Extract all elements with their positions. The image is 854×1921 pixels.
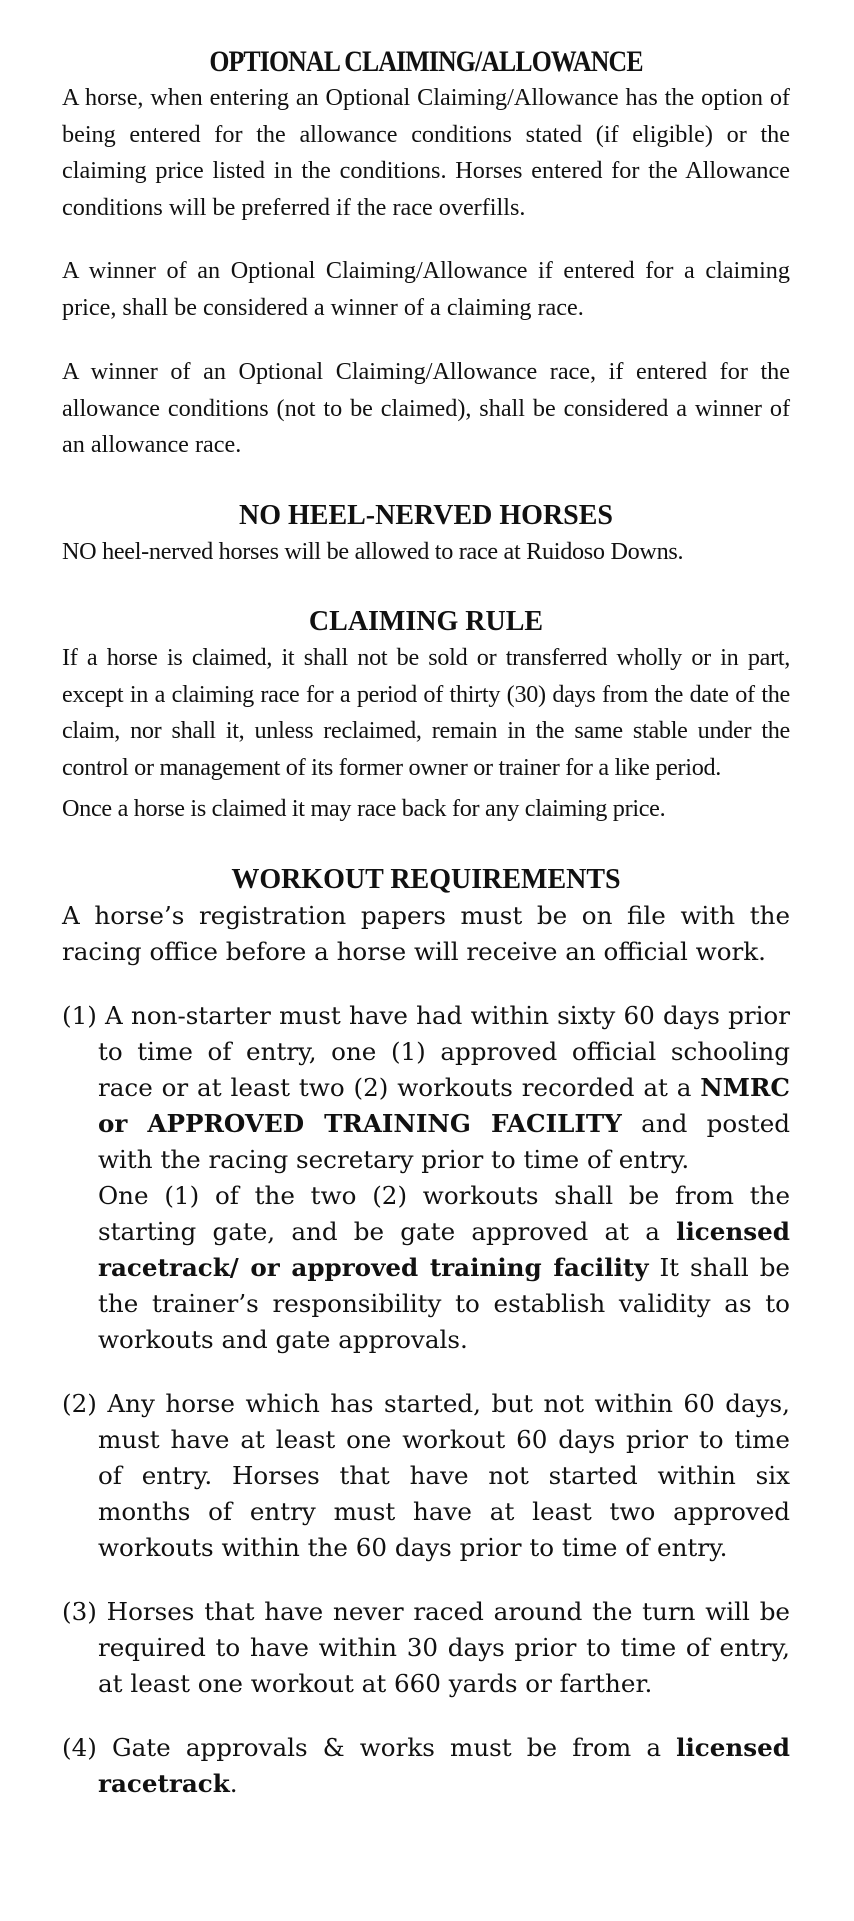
optional-claiming-heading: OPTIONAL CLAIMING/ALLOWANCE <box>209 45 643 78</box>
heel-nerved-paragraph: NO heel-nerved horses will be allowed to race at Ruidoso Downs. <box>62 537 684 565</box>
optional-paragraph-1: A horse, when entering an Optional Claiming/Allowance has the option of being entered for the allowance conditions stated (if eligible) or the claiming price listed in the conditions. Horses entered for the Allowance conditions will be preferred if the race overfills. <box>62 84 790 221</box>
workout-item-4 <box>62 1730 790 1802</box>
claiming-rule-paragraph-2: Once a horse is claimed it may race back for any claiming price. <box>62 795 666 822</box>
item1-bold-racetrack: licensed racetrack/ or approved training facility <box>98 1216 790 1282</box>
item4-text-a: (4) Gate approvals & works must be from a <box>62 1732 677 1762</box>
item1-continuation <box>98 1178 790 1358</box>
heel-nerved-heading: NO HEEL-NERVED HORSES <box>239 499 613 531</box>
workout-item-2: (2) Any horse which has started, but not within 60 days, must have at least one workout 60 days prior to time of entry. Horses that have not started within six months of entry must have at least two approved workouts within the 60 days prior to time of entry. <box>62 1388 790 1562</box>
optional-paragraph-3: A winner of an Optional Claiming/Allowance race, if entered for the allowance conditions (not to be claimed), shall be considered a winner of an allowance race. <box>62 358 790 458</box>
item1-bold-facility: NMRC or APPROVED TRAINING FACILITY <box>98 1072 790 1138</box>
item4-text-c: . <box>229 1768 238 1798</box>
item1-text-c: and posted with the racing secretary prior to time of entry. <box>98 1108 790 1174</box>
claiming-rule-paragraph-1: If a horse is claimed, it shall not be sold or transferred wholly or in part, except in a claiming race for a period of thirty (30) days from the date of the claim, nor shall it, unless reclaimed, remain in the same stable under the control or management of its former owner or trainer for a like period. <box>62 644 790 781</box>
document-page <box>62 44 790 1802</box>
optional-paragraph-2: A winner of an Optional Claiming/Allowance if entered for a claiming price, shall be considered a winner of a claiming race. <box>62 257 790 321</box>
claiming-rule-heading: CLAIMING RULE <box>308 606 544 637</box>
item1-text-a: (1) A non-starter must have had within sixty 60 days prior to time of entry, one (1) approved official schooling race or at least two (2) workouts recorded at a <box>62 1000 790 1102</box>
item4-bold-racetrack: licensed racetrack <box>98 1732 790 1798</box>
item1-text-f: It shall be the trainer’s responsibility to establish validity as to workouts and gate approvals. <box>98 1252 790 1354</box>
workout-requirements-heading: WORKOUT REQUIREMENTS <box>231 863 621 895</box>
workout-item-1 <box>62 998 790 1358</box>
workout-item-3: (3) Horses that have never raced around the turn will be required to have within 30 days prior to time of entry, at least one workout at 660 yards or farther. <box>62 1596 790 1698</box>
workout-intro-paragraph: A horse’s registration papers must be on file with the racing office before a horse will receive an official work. <box>62 900 790 966</box>
item1-text-d: One (1) of the two (2) workouts shall be from the starting gate, and be gate approved at a <box>98 1180 790 1246</box>
